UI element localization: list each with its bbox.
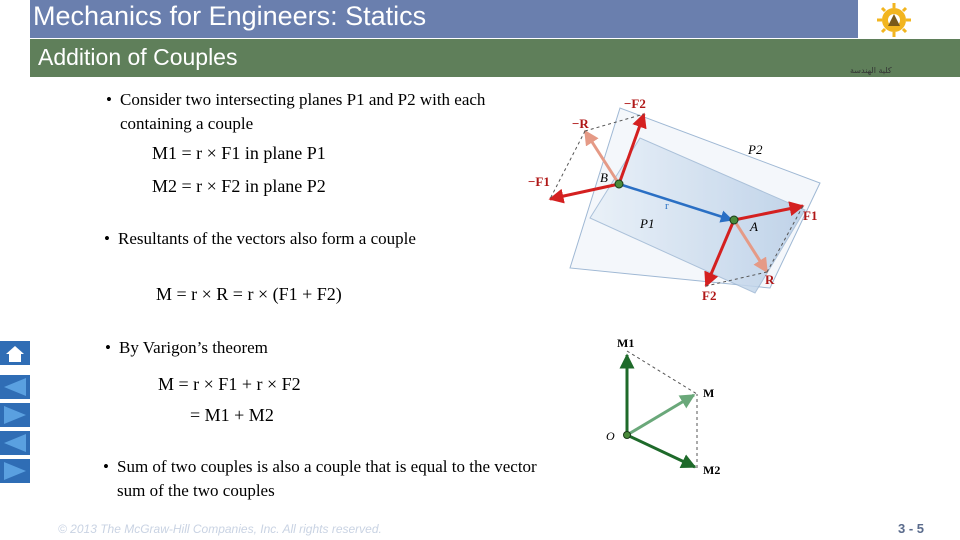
label-r-vec: r (665, 200, 669, 212)
label-f2: F2 (702, 288, 717, 303)
bullet-dot: • (104, 229, 110, 248)
dash-b1 (550, 131, 585, 199)
point-b (615, 180, 623, 188)
bullet-sum (103, 455, 562, 503)
previous-slide-icon[interactable] (0, 431, 30, 455)
equation-text: = M1 + M2 (190, 405, 274, 425)
bullet-text: Resultants of the vectors also form a couple (118, 229, 416, 248)
point-a (730, 216, 738, 224)
dash-m1-m (627, 351, 697, 394)
label-b: B (600, 170, 608, 185)
slide-subtitle: Addition of Couples (38, 44, 238, 70)
label-m1: M1 (617, 336, 635, 350)
equation-text: M2 = r × F2 in plane P2 (152, 176, 326, 196)
m-arrow (627, 395, 694, 435)
university-logo (868, 0, 960, 39)
equation-m1 (152, 143, 326, 164)
first-slide-icon[interactable] (0, 375, 30, 399)
equation-text: M = r × F1 + r × F2 (158, 374, 301, 394)
bullet-varignon (105, 336, 419, 360)
label-m2: M2 (703, 463, 721, 475)
label-neg-f2: −F2 (624, 96, 646, 111)
equation-m-resultant (156, 284, 342, 305)
intersecting-planes-figure (520, 88, 830, 310)
label-o: O (606, 429, 615, 443)
logo-caption: كلية الهندسة (850, 66, 892, 75)
equation-varignon-1 (158, 374, 301, 395)
bullet-resultants (104, 227, 518, 251)
bullet-dot: • (103, 457, 109, 476)
copyright-footer: © 2013 The McGraw-Hill Companies, Inc. All rights reserved. (58, 522, 382, 536)
equation-m2 (152, 176, 326, 197)
equation-text: M = r × R = r × (F1 + F2) (156, 284, 342, 304)
next-slide-icon[interactable] (0, 403, 30, 427)
slide-title: Mechanics for Engineers: Statics (33, 1, 427, 31)
label-f1: F1 (803, 208, 818, 223)
bullet-dot: • (105, 338, 111, 357)
label-neg-r: −R (572, 116, 589, 131)
label-a: A (750, 219, 758, 234)
equation-varignon-2 (190, 405, 274, 426)
label-p2: P2 (748, 142, 763, 157)
bullet-text: By Varigon’s theorem (119, 338, 268, 357)
home-icon[interactable] (0, 341, 30, 365)
label-neg-f1: −F1 (528, 174, 550, 189)
bullet-planes (106, 88, 515, 136)
last-slide-icon[interactable] (0, 459, 30, 483)
label-m: M (703, 386, 715, 400)
couple-vector-sum-figure (595, 333, 735, 475)
page-number: 3 - 5 (898, 521, 925, 536)
point-o (624, 432, 631, 439)
m2-arrow (627, 435, 695, 467)
bullet-text: Sum of two couples is also a couple that is equal to the vector sum of the two couples (117, 457, 537, 500)
label-p1: P1 (640, 216, 655, 231)
label-r: R (765, 272, 775, 287)
bullet-dot: • (106, 90, 112, 109)
equation-text: M1 = r × F1 in plane P1 (152, 143, 326, 163)
bullet-text: Consider two intersecting planes P1 and P2 with each containing a couple (120, 90, 486, 133)
